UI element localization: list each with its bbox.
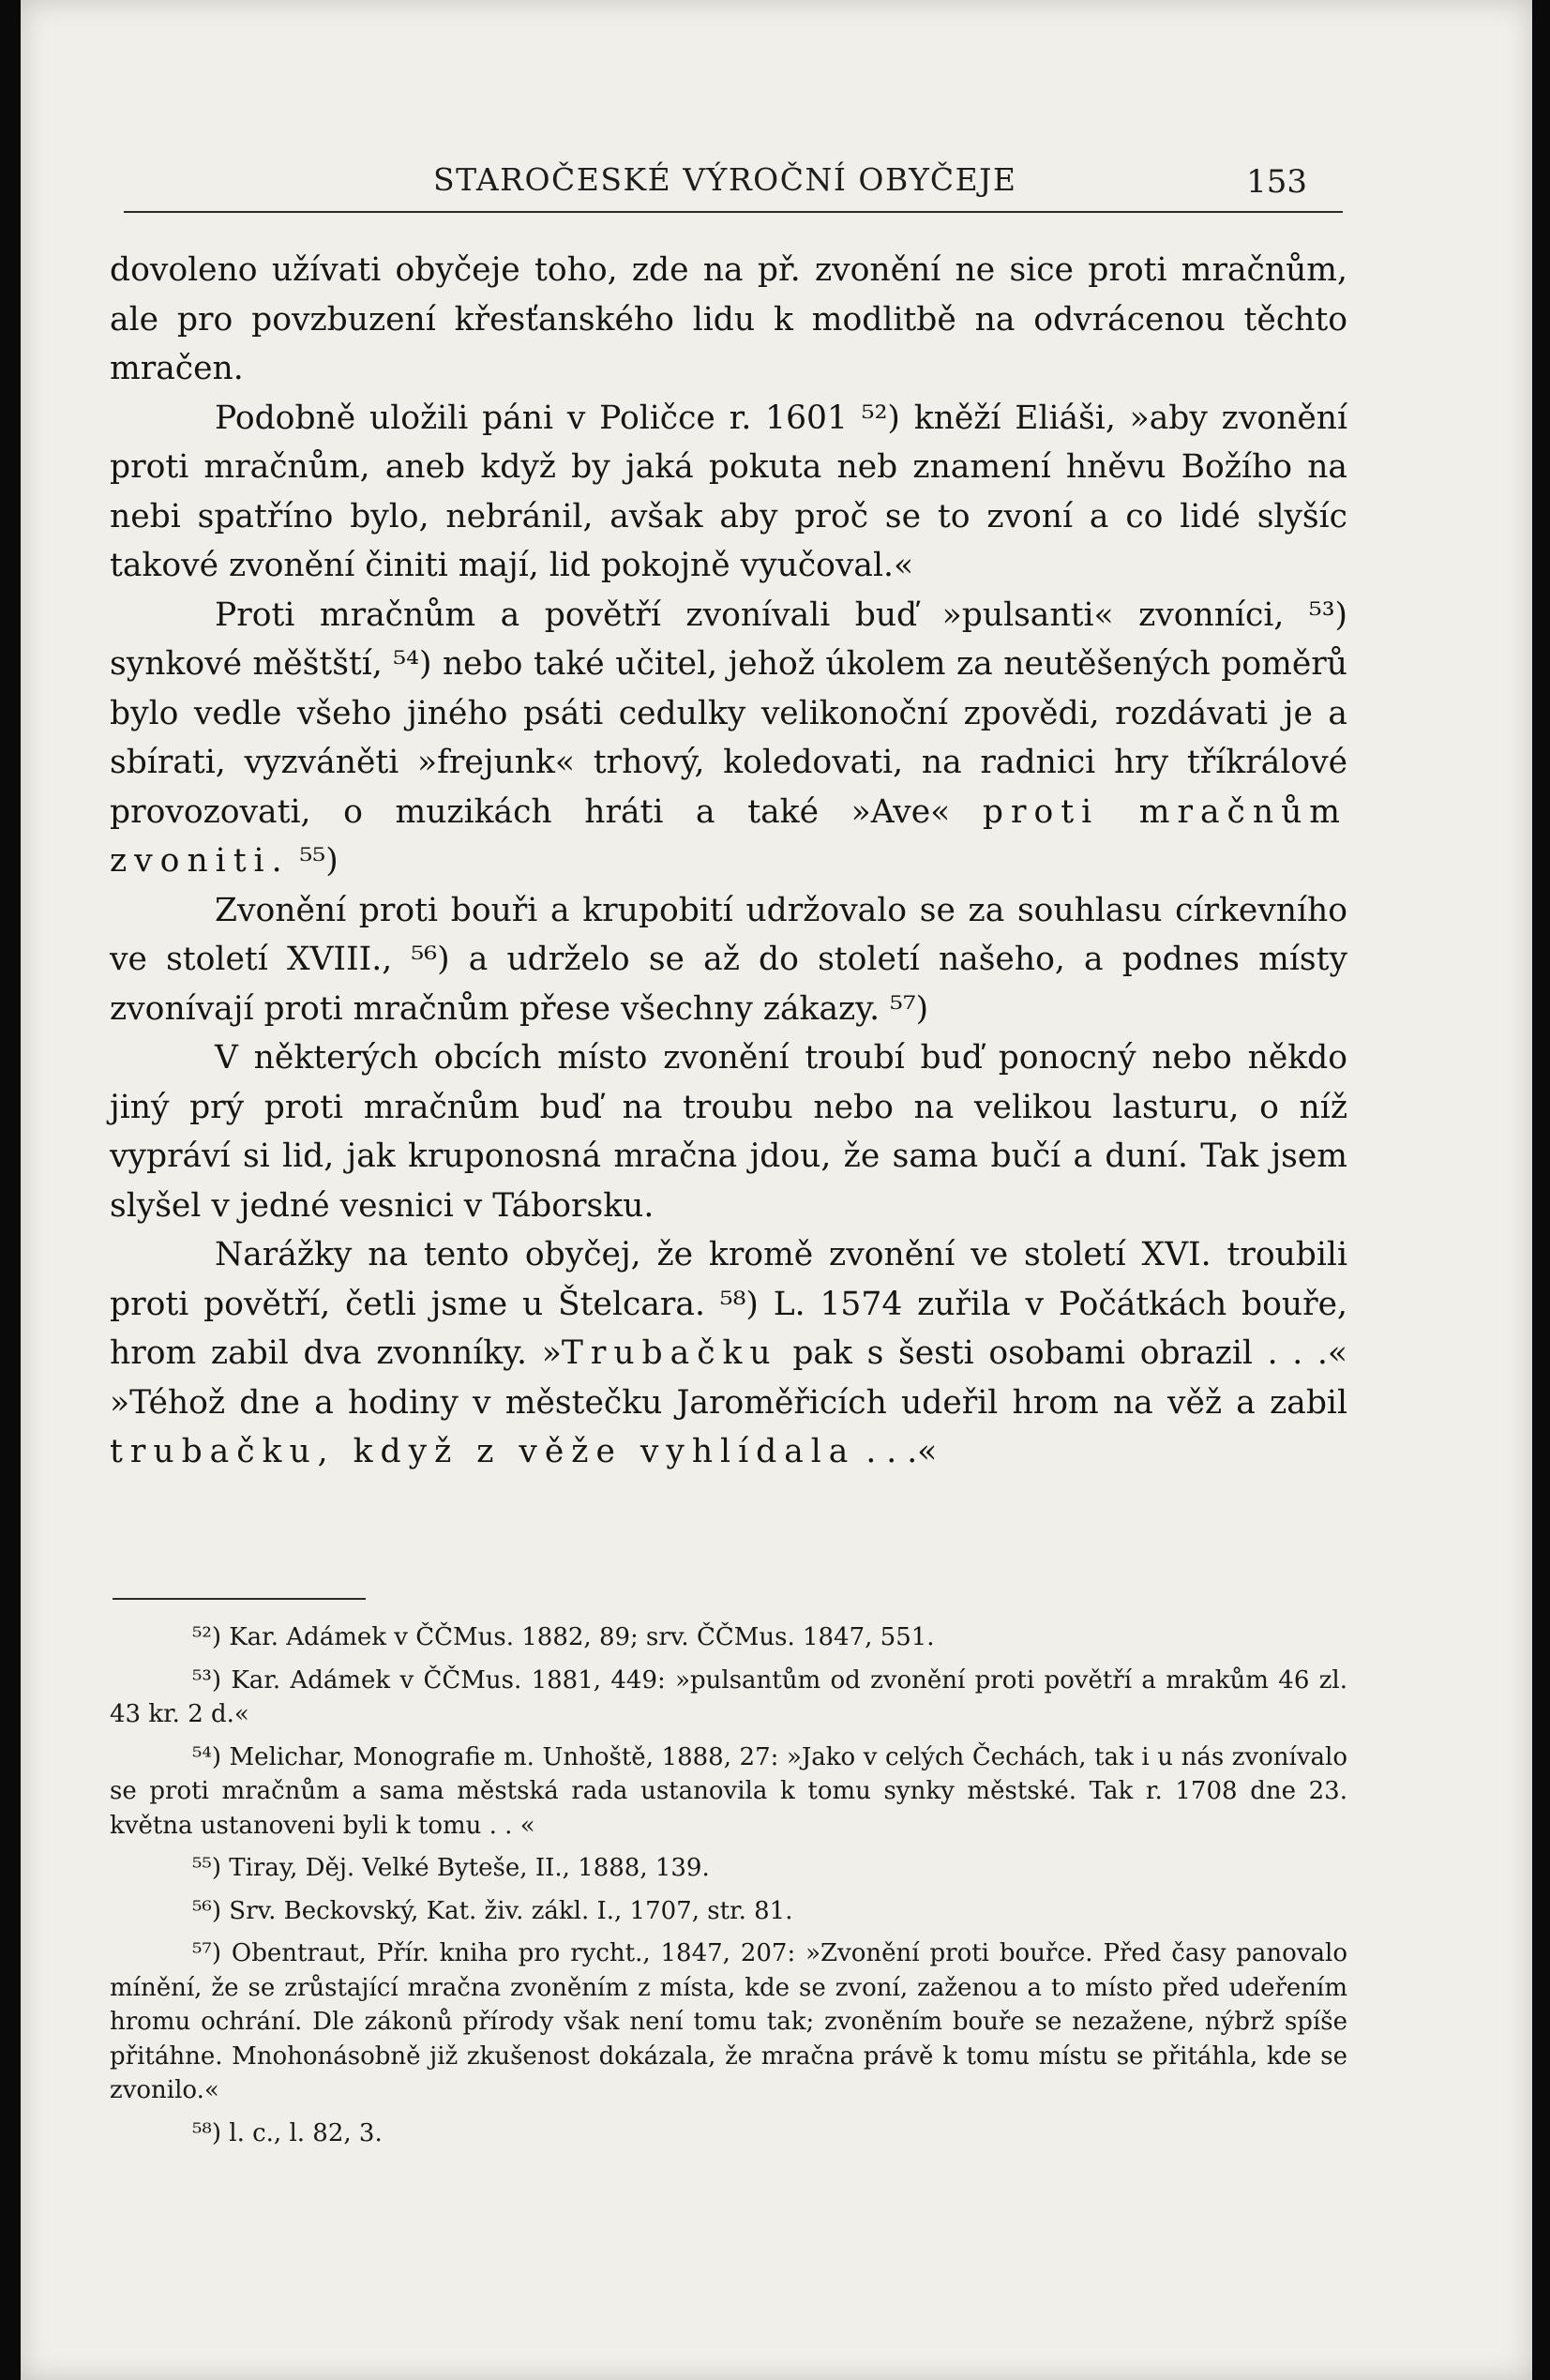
paragraph-3-text: Proti mračnům a povětří zvonívali buď »pulsanti« zvonníci, ⁵³) synkové měštští, ⁵⁴) nebo také učitel, jehož úkolem za neutěšených poměrů bylo vedle všeho jiného psáti cedulky velikonoční zpovědi, rozdávati je a sbírati, vyzváněti »frejunk« trhový, koledovati, na radnici hry tříkrálové provozovati, o muzikách hráti a také »Ave«: [110, 595, 1347, 831]
footnote-52: ⁵²) Kar. Adámek v ČČMus. 1882, 89; srv. ČČMus. 1847, 551.: [192, 1623, 935, 1651]
footnote-rule: [113, 1598, 366, 1600]
paragraph-4: Zvonění proti bouři a krupobití udržovalo se za souhlasu církevního ve století XVIII., ⁵⁶) a udrželo se až do století našeho, a podnes místy zvonívají proti mračnům přese všechny zákazy. ⁵⁷): [110, 891, 1347, 1028]
footnote-ref-55: ⁵⁵): [289, 842, 339, 880]
book-page: [21, 0, 1532, 2380]
paragraph-3: [110, 591, 1347, 886]
header-rule: [124, 211, 1343, 213]
footnote-55: ⁵⁵) Tiray, Děj. Velké Byteše, II., 1888, 139.: [192, 1854, 710, 1882]
page-header: [21, 161, 1532, 199]
main-text: [110, 246, 1347, 1477]
page-number: 153: [1246, 163, 1307, 201]
paragraph-2: Podobně uložili páni v Poličce r. 1601 ⁵²) kněží Eliáši, »aby zvonění proti mračnům, aneb když by jaká pokuta neb znamení hněvu Božího na nebi spatříno bylo, nebránil, avšak aby proč se to zvoní a co lidé slyšíc takové zvonění činiti mají, lid pokojně vyučoval.«: [110, 399, 1347, 584]
paragraph-5: V některých obcích místo zvonění troubí buď ponocný nebo někdo jiný prý proti mračnům buď na troubu nebo na velikou lasturu, o níž vypráví si lid, jak kruponosná mračna jdou, že sama bučí a duní. Tak jsem slyšel v jedné vesnici v Táborsku.: [110, 1039, 1347, 1225]
paragraph-6-part-a: Narážky na tento obyčej, že kromě zvonění ve století XVI. troubili proti povětří, četli jsme u Štelcara. ⁵⁸) L. 1574 zuřila v Počátkách bouře, hrom zabil dva zvonníky. »: [110, 1236, 1347, 1372]
running-title: STAROČESKÉ VÝROČNÍ OBYČEJE: [433, 161, 1017, 198]
paragraph-6: [110, 1230, 1347, 1477]
footnotes: [110, 1620, 1347, 2159]
footnote-54: ⁵⁴) Melichar, Monografie m. Unhoště, 1888, 27: »Jako v celých Čechách, tak i u nás zvonívalo se proti mračnům a sama městská rada ustanovila k tomu synky městské. Tak r. 1708 dne 23. května ustanoveni byli k tomu . . «: [110, 1742, 1347, 1840]
spaced-quote: trubačku, když z věže vyhlídala: [110, 1433, 856, 1470]
footnote-58: ⁵⁸) l. c., l. 82, 3.: [192, 2118, 383, 2147]
footnote-57: ⁵⁷) Obentraut, Přír. kniha pro rycht., 1847, 207: »Zvonění proti bouřce. Před časy panovalo mínění, že se zrůstající mračna zvoněním z místa, kde se zvoní, zaženou a to místo před udeřením hromu ochrání. Dle zákonů přírody však není tomu tak; zvoněním bouře se nezažene, nýbrž spíše přitáhne. Mnohonásobně již zkušenost dokázala, že mračna právě k tomu místu se přitáhla, kde se zvonilo.«: [110, 1939, 1347, 2104]
spaced-phrase: proti mračnům zvoniti.: [110, 792, 1348, 880]
spaced-trubacku: Trubačku: [561, 1334, 778, 1372]
footnote-56: ⁵⁶) Srv. Beckovský, Kat. živ. zákl. I., 1707, str. 81.: [192, 1896, 793, 1925]
paragraph-1: dovoleno užívati obyčeje toho, zde na př. zvonění ne sice proti mračnům, ale pro povzbuzení křesťanského lidu k modlitbě na odvrácenou těchto mračen.: [110, 251, 1347, 387]
paragraph-6-part-c: . . .«: [855, 1433, 938, 1470]
paragraph-6-part-b: pak s šesti osobami obrazil . . .« »Téhož dne a hodiny v městečku Jaroměřicích udeřil hrom na věž a zabil: [110, 1334, 1347, 1422]
footnote-53: ⁵³) Kar. Adámek v ČČMus. 1881, 449: »pulsantům od zvonění proti povětří a mrakům 46 zl. 43 kr. 2 d.«: [110, 1665, 1347, 1728]
